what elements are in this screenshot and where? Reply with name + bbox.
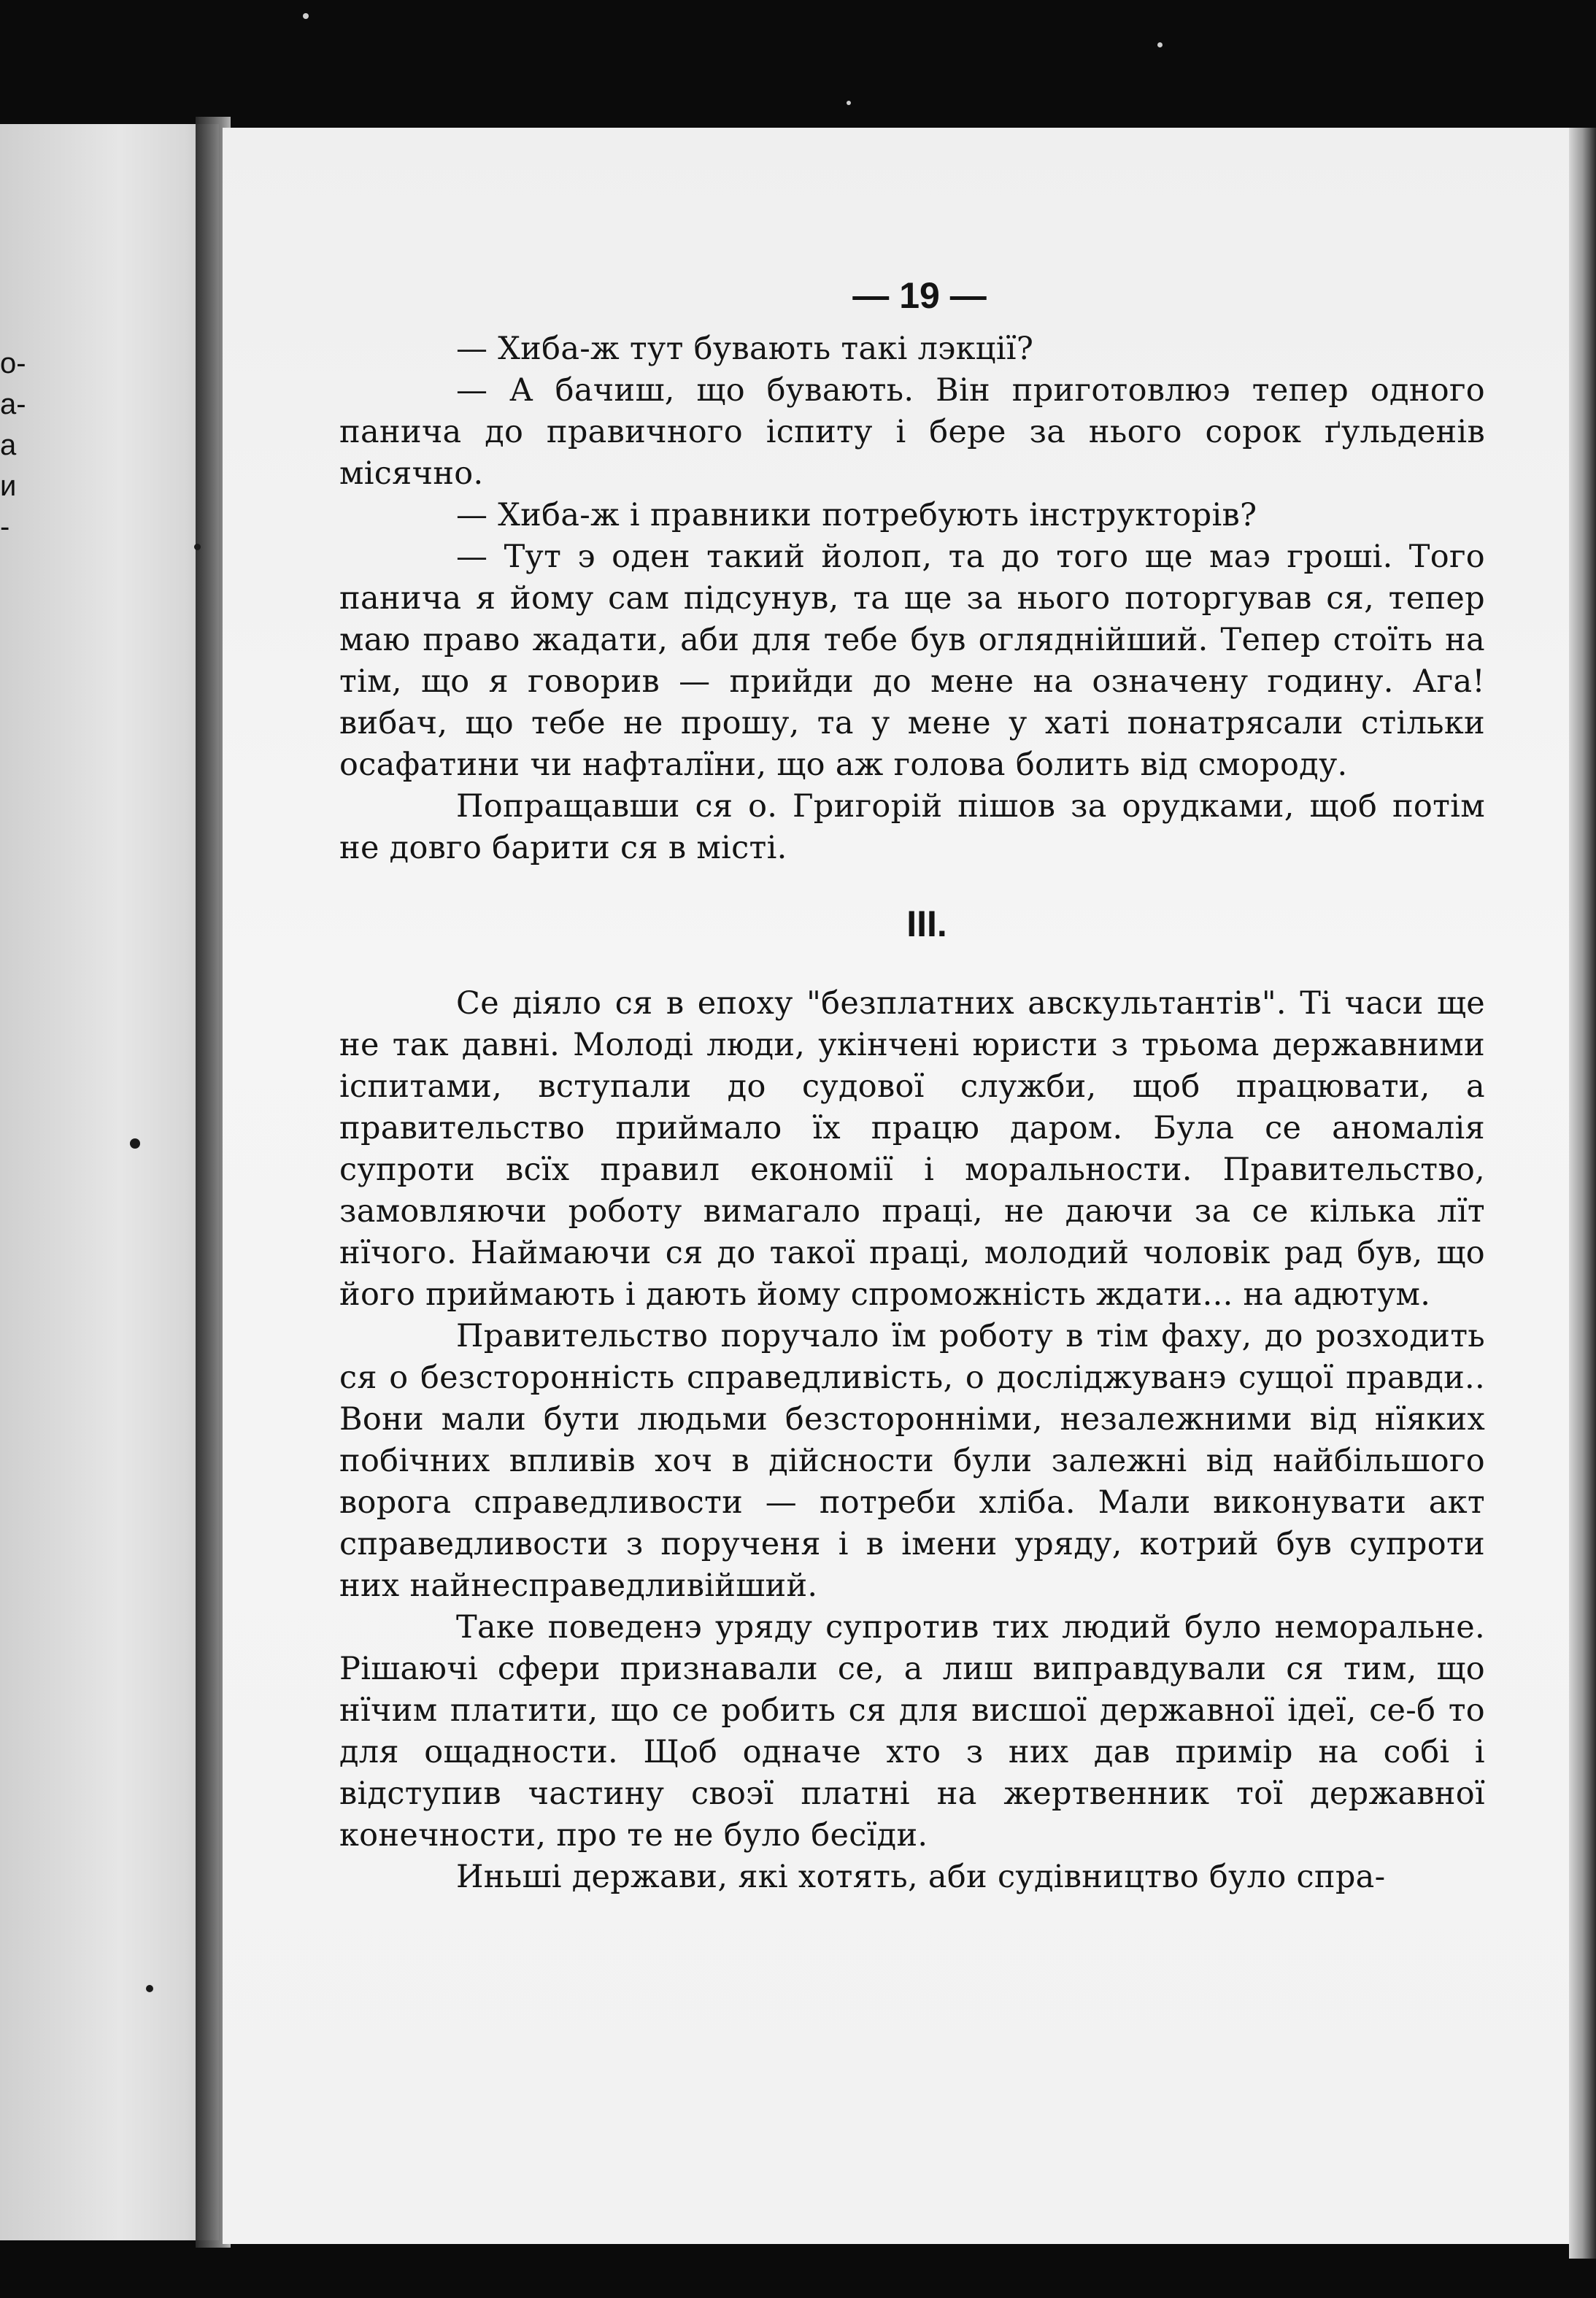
left-fragment: а [0, 429, 17, 461]
left-fragment: - [0, 511, 10, 543]
page-text-block [339, 270, 1485, 1898]
paragraph: Попращавши ся о. Григорій пішов за орудками, щоб потім не довго барити ся в місті. [339, 788, 1485, 866]
page-number: — 19 — [852, 275, 987, 316]
scan-speck [303, 13, 309, 19]
paragraph: Правительство поручало їм роботу в тім фаху, до розходить ся о безсторонність справедливість, о досліджуванэ сущої правди.. Вони мали бути людьми безсторонніми, незалежними від нїяких побічних впливів хоч в дійсности були залежні від найбільшого ворога справедливости — потреби хліба. Мали виконувати акт справедливости з порученя і в імени уряду, котрий був супроти них найнесправедливійший. [339, 1318, 1485, 1604]
scan-speck [194, 544, 201, 550]
dialogue-line: — А бачиш, що бувають. Він приготовлюэ тепер одного панича до правичного іспиту і бере за нього сорок ґульденів місячно. [339, 372, 1485, 492]
left-fragment: а- [0, 388, 26, 420]
left-fragment: и [0, 470, 17, 502]
scan-speck [146, 1985, 153, 1992]
section-heading: III. [906, 903, 947, 944]
dialogue-line: — Тут э оден такий йолоп, та до того ще маэ гроші. Того панича я йому сам підсунув, та ще за нього поторгував ся, тепер маю право жадати, аби для тебе був огляднійший. Тепер стоїть на тім, що я говорив — прийди до мене на означену годину. Ага! вибач, що тебе не прошу, та у мене у хаті понатрясали стільки осафатини чи нафталїни, що аж голова болить від смороду. [339, 539, 1485, 783]
paragraph: Се діяло ся в епоху "безплатних авскультантів". Ті часи ще не так давні. Молоді люди, укінчені юристи з трьома державними іспитами, вступали до судової служби, щоб працювати, а правительство приймало їх працю даром. Була се аномалія супроти всїх правил економії і моральности. Правительство, замовляючи роботу вимагало праці, не даючи за се кілька лїт нїчого. Наймаючи ся до такої праці, молодий чоловік рад був, що його приймають і дають йому спроможність ждати... на адютум. [339, 985, 1485, 1313]
dialogue-line: — Хиба-ж і правники потребують інструкторів? [456, 497, 1257, 533]
dialogue-line: — Хиба-ж тут бувають такі лэкції? [456, 331, 1034, 367]
paragraph: Таке поведенэ уряду супротив тих людий було неморальне. Рішаючі сфери признавали се, а лиш виправдували ся тим, що нїчим платити, що се робить ся для висшої державної ідеї, се-б то для ощадности. Щоб одначе хто з них дав примір на собі і відступив частину своэї платні на жертвенник тої державної конечности, про те не було бесїди. [339, 1609, 1485, 1854]
left-page-text-fragments [0, 343, 29, 547]
paragraph: Иньші держави, які хотять, аби судівництво було спра- [456, 1859, 1386, 1895]
page-right-edge [1569, 128, 1596, 2259]
scan-speck [130, 1138, 140, 1149]
left-page-sliver [0, 124, 219, 2240]
left-fragment: о- [0, 347, 26, 379]
scan-speck [1157, 42, 1163, 47]
scan-speck [847, 101, 851, 105]
